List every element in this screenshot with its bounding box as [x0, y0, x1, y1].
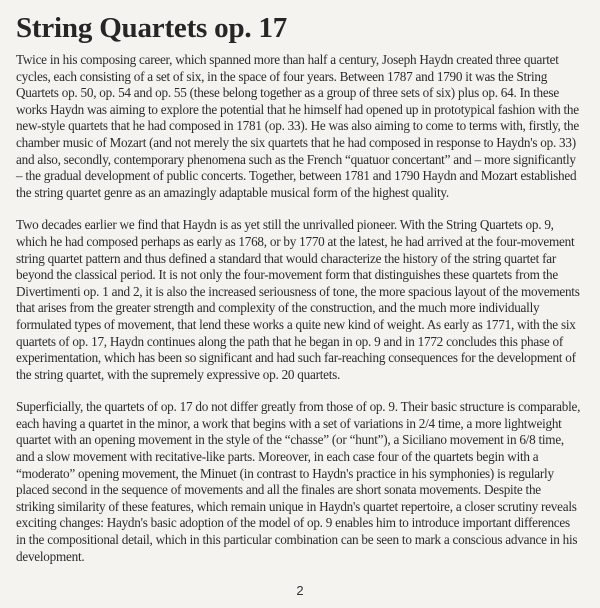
document-page: [16, 10, 582, 581]
page-number: 2: [296, 583, 304, 598]
paragraph-1: Twice in his composing career, which spanned more than half a century, Joseph Haydn created three quartet cycles, each consisting of a set of six, in the space of four years. Between 1787 and 1790 it was the String Quartets op. 50, op. 54 and op. 55 (these belong together as a group of three sets of six) plus op. 64. In these works Haydn was aiming to explore the potential that he himself had opened up in prototypical fashion with the new-style quartets that he had composed in 1781 (op. 33). He was also aiming to come to terms with, firstly, the chamber music of Mozart (and not merely the six quartets that he had composed in response to Haydn's op. 33) and also, secondly, contemporary phenomena such as the French “quatuor concertant” and – more significantly – the gradual development of public concerts. Together, between 1781 and 1790 Haydn and Mozart established the string quartet genre as an amazingly adaptable musical form of the highest quality.: [16, 52, 579, 200]
paragraph-3: Superficially, the quartets of op. 17 do not differ greatly from those of op. 9. Their basic structure is comparable, each having a quartet in the minor, a work that begins with a set of variations in 2/4 time, a more lightweight quartet with an opening movement in the style of the “chasse” (or “hunt”), a Siciliano movement in 6/8 time, and a slow movement with recitative-like parts. Moreover, in each case four of the quartets begin with a “moderato” opening movement, the Minuet (in contrast to Haydn's practice in his symphonies) is regularly placed second in the sequence of movements and all the finales are short sonata movements. Despite the striking similarity of these features, which remain unique in Haydn's quartet repertoire, a closer scrutiny reveals exciting changes: Haydn's basic adoption of the model of op. 9 enables him to introduce important differences in the compositional detail, which in this particular combination can be seen to mark a conscious advance in his development.: [16, 399, 581, 564]
page-title: String Quartets op. 17: [16, 12, 288, 44]
paragraph-2: Two decades earlier we find that Haydn is as yet still the unrivalled pioneer. With the String Quartets op. 9, which he had composed perhaps as early as 1768, or by 1770 at the latest, he had arrived at the four-movement string quartet pattern and thus defined a standard that would characterize the history of the string quartet far beyond the classical period. It is not only the four-movement form that distinguishes these quartets from the Divertimenti op. 1 and 2, it is also the increased seriousness of tone, the more spacious layout of the movements that arises from the greater strength and complexity of the construction, and the much more individually formulated types of movement, that lend these works a quite new kind of weight. As early as 1771, with the six quartets of op. 17, Haydn continues along the path that he began in op. 9 and in 1772 concludes this phase of experimentation, which has been so significant and had such far-reaching consequences for the development of the string quartet, with the supremely expressive op. 20 quartets.: [16, 217, 580, 382]
